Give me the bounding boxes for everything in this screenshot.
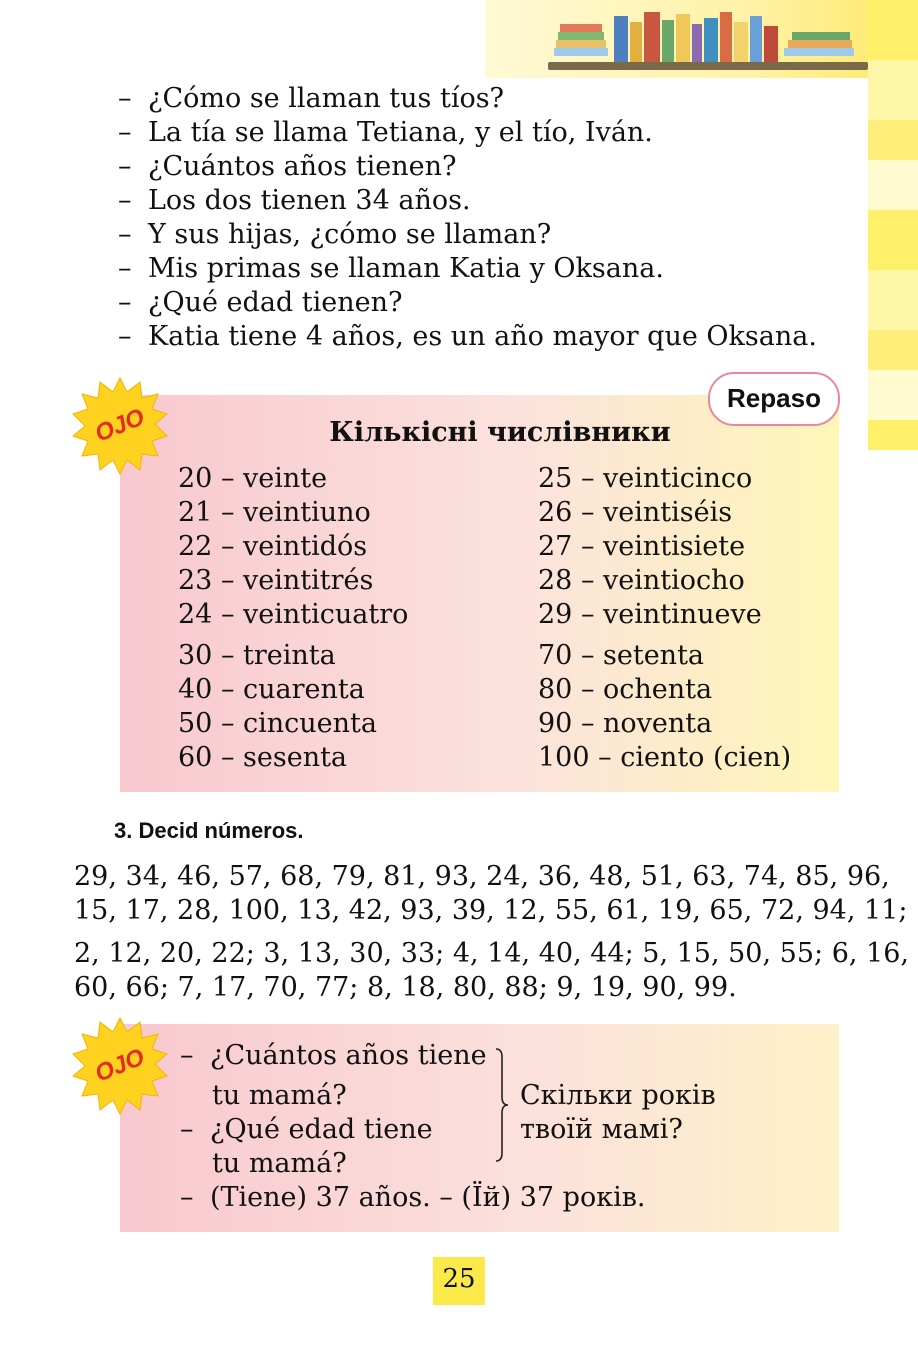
numbers-right-top [538,462,762,632]
number-item: 80 – ochenta [538,674,713,705]
dialogue-line: – Y sus hijas, ¿cómo se llaman? [118,219,552,250]
dialogue-list [118,82,817,354]
number-item: 40 – cuarenta [178,674,365,705]
exercise-paragraph-1 [74,860,907,928]
numbers-left-bottom [178,639,377,775]
side-decoration [868,0,918,450]
number-line: 2, 12, 20, 22; 3, 13, 30, 33; 4, 14, 40, 44; 5, 15, 50, 55; 6, 16, [74,938,909,969]
age-question-1-cont: tu mamá? [212,1080,347,1111]
bookshelf [548,62,868,70]
number-line: 15, 17, 28, 100, 13, 42, 93, 39, 12, 55, 61, 19, 65, 72, 94, 11; [74,895,908,926]
dialogue-line: – Katia tiene 4 años, es un año mayor que Oksana. [118,321,817,352]
number-item: 26 – veintiséis [538,497,733,528]
age-question-2-cont: tu mamá? [212,1148,347,1179]
number-item: 22 – veintidós [178,531,368,562]
exercise-paragraph-2 [74,937,909,1005]
ojo-badge [70,1016,170,1116]
dialogue-line: – La tía se llama Tetiana, y el tío, Iván. [118,117,653,148]
number-item: 24 – veinticuatro [178,599,409,630]
number-line: 29, 34, 46, 57, 68, 79, 81, 93, 24, 36, 48, 51, 63, 74, 85, 96, [74,861,890,892]
dialogue-line: – ¿Cuántos años tienen? [118,151,457,182]
numbers-right-bottom [538,639,791,775]
dialogue-line: – Los dos tienen 34 años. [118,185,471,216]
translation-line-1: Скільки років [520,1080,716,1111]
ojo-label: OJO [91,403,149,448]
brace-icon [492,1047,512,1163]
number-item: 25 – veinticinco [538,463,753,494]
number-item: 20 – veinte [178,463,328,494]
dialogue-line: – Mis primas se llaman Katia y Oksana. [118,253,664,284]
repaso-badge: Repaso [708,372,840,426]
translation-line-2: твоїй мамі? [520,1114,683,1145]
books-icon [552,8,862,64]
number-item: 21 – veintiuno [178,497,371,528]
numbers-left-top [178,462,408,632]
number-item: 29 – veintinueve [538,599,762,630]
number-item: 28 – veintiocho [538,565,745,596]
age-question-2: – ¿Qué edad tiene [180,1114,433,1145]
numbers-box-title: Кількісні числівники [329,417,671,448]
dialogue-line: – ¿Qué edad tienen? [118,287,403,318]
page-number: 25 [433,1257,485,1305]
number-line: 60, 66; 7, 17, 70, 77; 8, 18, 80, 88; 9, 19, 90, 99. [74,972,737,1003]
number-item: 50 – cincuenta [178,708,377,739]
number-item: 90 – noventa [538,708,713,739]
exercise-title [114,818,304,844]
ojo-label: OJO [91,1043,149,1088]
exercise-number: 3. [114,818,133,843]
exercise-instruction: Decid números. [138,818,304,843]
number-item: 23 – veintitrés [178,565,374,596]
number-item: 27 – veintisiete [538,531,746,562]
number-item: 60 – sesenta [178,742,348,773]
number-item: 30 – treinta [178,640,336,671]
age-question-1: – ¿Cuántos años tiene [180,1040,487,1071]
age-answer: – (Tiene) 37 años. – (Їй) 37 років. [180,1182,646,1213]
number-item: 70 – setenta [538,640,705,671]
dialogue-line: – ¿Cómo se llaman tus tíos? [118,83,505,114]
number-item: 100 – ciento (cien) [538,742,792,773]
